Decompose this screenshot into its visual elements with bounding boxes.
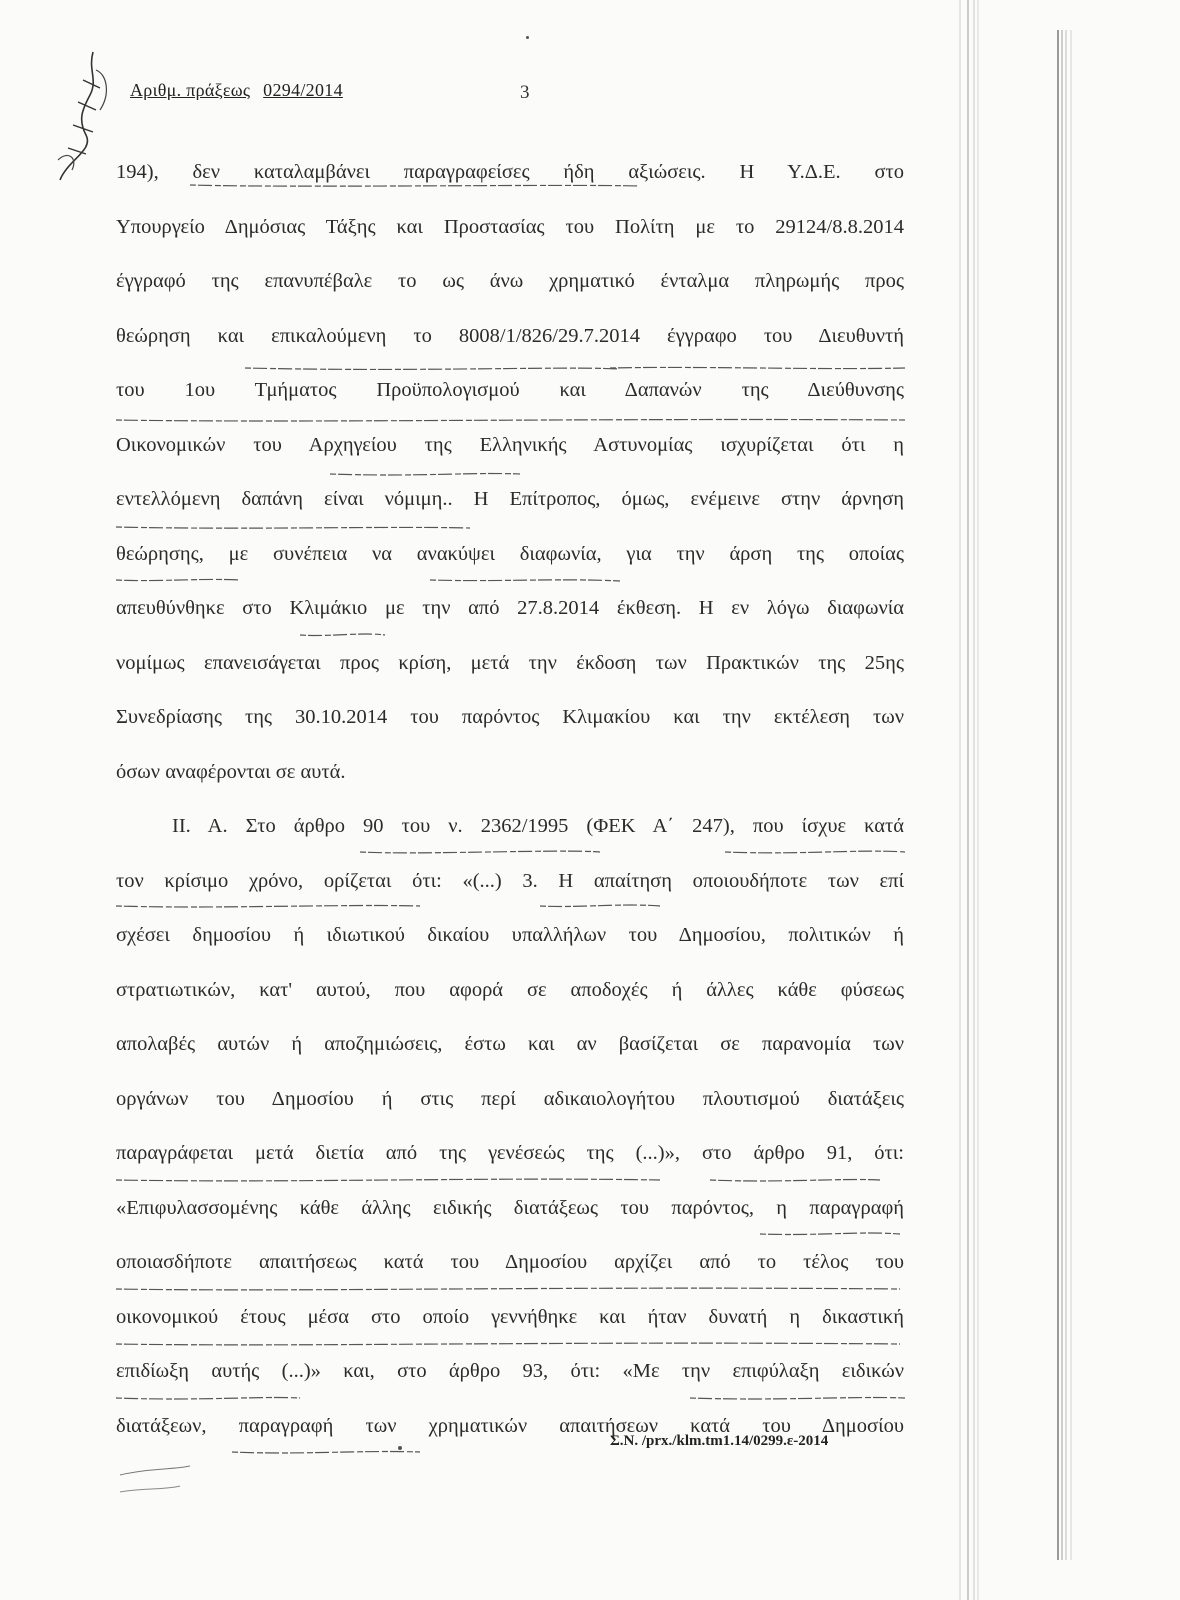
text-line: απευθύνθηκε στο Κλιμάκιο με την από 27.8.2014 έκθεση. Η εν λόγω διαφωνία bbox=[116, 597, 904, 619]
text-line: διατάξεων, παραγραφή των χρηματικών απαιτήσεων κατά του Δημοσίου bbox=[116, 1414, 904, 1437]
document-header bbox=[130, 80, 343, 101]
text-line: στρατιωτικών, κατ' αυτού, που αφορά σε αποδοχές ή άλλες κάθε φύσεως bbox=[116, 978, 904, 1001]
text-line: νομίμως επανεισάγεται προς κρίση, μετά την έκδοση των Πρακτικών της 25ης bbox=[116, 651, 904, 674]
text-line: εντελλόμενη δαπάνη είναι νόμιμη.. Η Επίτροπος, όμως, ενέμεινε στην άρνηση bbox=[116, 488, 904, 510]
text-line: σχέσει δημοσίου ή ιδιωτικού δικαίου υπαλλήλων του Δημοσίου, πολιτικών ή bbox=[116, 924, 904, 946]
page-number: 3 bbox=[520, 82, 530, 103]
text-line: Υπουργείο Δημόσιας Τάξης και Προστασίας του Πολίτη με το 29124/8.8.2014 bbox=[116, 215, 904, 238]
scan-speck bbox=[526, 36, 529, 39]
text-line: όσων αναφέρονται σε αυτά. bbox=[116, 760, 346, 783]
text-line: θεώρησης, με συνέπεια να ανακύψει διαφωνία, για την άρση της οποίας bbox=[116, 542, 904, 565]
text-line: επιδίωξη αυτής (...)» και, στο άρθρο 93, ότι: «Με την επιφύλαξη ειδικών bbox=[116, 1360, 904, 1382]
text-line: «Επιφυλασσομένης κάθε άλλης ειδικής διατάξεως του παρόντος, η παραγραφή bbox=[116, 1196, 904, 1219]
binding-edge bbox=[940, 0, 1180, 1600]
text-line: οποιασδήποτε απαιτήσεως κατά του Δημοσίου αρχίζει από το τέλος του bbox=[116, 1251, 904, 1273]
text-line: έγγραφό της επανυπέβαλε το ως άνω χρηματικό ένταλμα πληρωμής προς bbox=[116, 270, 904, 292]
text-line: Συνεδρίασης της 30.10.2014 του παρόντος Κλιμακίου και την εκτέλεση των bbox=[116, 706, 904, 728]
text-line: οργάνων του Δημοσίου ή στις περί αδικαιολογήτου πλουτισμού διατάξεις bbox=[116, 1087, 904, 1110]
text-line: θεώρηση και επικαλούμενη το 8008/1/826/29.7.2014 έγγραφο του Διευθυντή bbox=[116, 324, 904, 347]
act-number-label: Αριθμ. πράξεως bbox=[130, 80, 251, 100]
text-line: 194), δεν καταλαμβάνει παραγραφείσες ήδη αξιώσεις. Η Υ.Δ.Ε. στο bbox=[116, 161, 904, 183]
text-line: οικονομικού έτους μέσα στο οποίο γεννήθηκε και ήταν δυνατή η δικαστική bbox=[116, 1305, 904, 1328]
text-line: απολαβές αυτών ή αποζημιώσεις, έστω και αν βασίζεται σε παρανομία των bbox=[116, 1033, 904, 1055]
scan-speck bbox=[398, 1446, 402, 1450]
text-line: Οικονομικών του Αρχηγείου της Ελληνικής Αστυνομίας ισχυρίζεται ότι η bbox=[116, 433, 904, 456]
text-line: ΙΙ. Α. Στο άρθρο 90 του ν. 2362/1995 (ΦΕΚ Α΄ 247), που ίσχυε κατά bbox=[172, 815, 904, 837]
document-reference-footer: Σ.Ν. /prx./klm.tm1.14/0299.ε-2014 bbox=[610, 1433, 829, 1449]
text-line: τον κρίσιμο χρόνο, ορίζεται ότι: «(...) 3. Η απαίτηση οποιουδήποτε των επί bbox=[116, 869, 904, 892]
text-line: του 1ου Τμήματος Προϋπολογισμού και Δαπανών της Διεύθυνσης bbox=[116, 379, 904, 401]
document-body bbox=[116, 160, 904, 1468]
handwritten-initials bbox=[38, 40, 128, 190]
text-line: παραγράφεται μετά διετία από της γενέσεώς της (...)», στο άρθρο 91, ότι: bbox=[116, 1142, 904, 1164]
act-number: 0294/2014 bbox=[263, 80, 343, 100]
